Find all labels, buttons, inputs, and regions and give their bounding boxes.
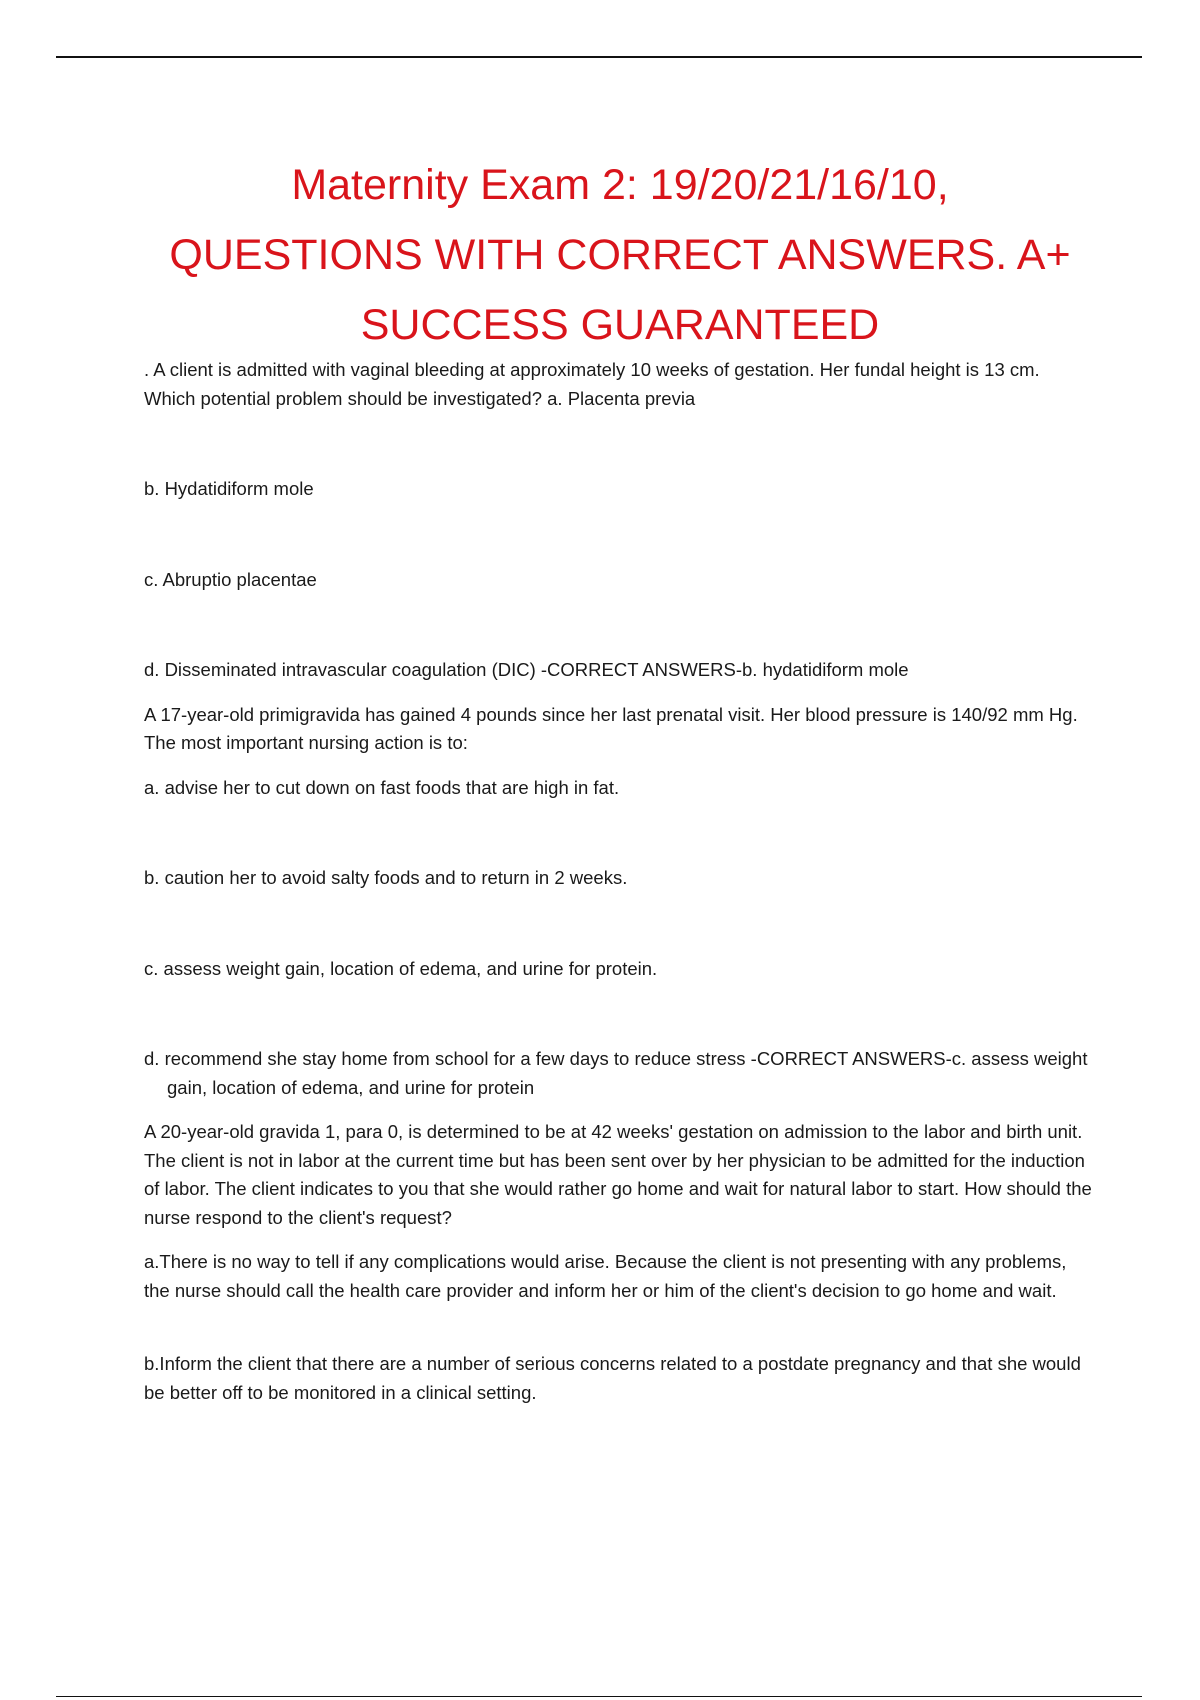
q3-option-b: b.Inform the client that there are a number of serious concerns related to a postdate pregnancy and that she would be better off to be monitored in a clinical setting.	[144, 1353, 1081, 1403]
q1-option-d: d. Disseminated intravascular coagulation (DIC) -CORRECT ANSWERS-b. hydatidiform mole	[144, 659, 909, 680]
q2-option-a: a. advise her to cut down on fast foods that are high in fat.	[144, 776, 620, 798]
q2-option-d: d. recommend she stay home from school for a few days to reduce stress -CORRECT ANSWERS-c. assess weight gain, location of edema, and urine for protein	[144, 1048, 1088, 1098]
title-line-1: Maternity Exam 2: 19/20/21/16/10,	[291, 161, 949, 209]
title-line-3: SUCCESS GUARANTEED	[360, 301, 880, 349]
q3-option-a: a.There is no way to tell if any complications would arise. Because the client is not presenting with any problems, the nurse should call the health care provider and inform her or him of the client's decision to go home and wait.	[144, 1251, 1067, 1301]
bottom-rule	[56, 1696, 1142, 1697]
q2-option-c: c. assess weight gain, location of edema, and urine for protein.	[144, 957, 658, 979]
q1-option-c: c. Abruptio placentae	[144, 568, 317, 590]
q2-option-b: b. caution her to avoid salty foods and to return in 2 weeks.	[144, 867, 628, 888]
q1-stem: . A client is admitted with vaginal bleeding at approximately 10 weeks of gestation. Her fundal height is 13 cm. Which potential problem should be investigated? a. Placenta previa	[144, 359, 1040, 409]
q3-stem: A 20-year-old gravida 1, para 0, is determined to be at 42 weeks' gestation on admission to the labor and birth unit. The client is not in labor at the current time but has been sent over by her physician to be admitted for the induction of labor. The client indicates to you that she would rather go home and wait for natural labor to start. How should the nurse respond to the client's request?	[144, 1121, 1092, 1228]
q1-option-b: b. Hydatidiform mole	[144, 478, 314, 499]
document-body	[144, 356, 1092, 1407]
title-line-2: QUESTIONS WITH CORRECT ANSWERS. A+	[169, 231, 1071, 279]
q2-stem: A 17-year-old primigravida has gained 4 pounds since her last prenatal visit. Her blood pressure is 140/92 mm Hg. The most important nursing action is to:	[144, 703, 1078, 753]
top-rule	[56, 56, 1142, 58]
document-title	[120, 150, 1120, 360]
